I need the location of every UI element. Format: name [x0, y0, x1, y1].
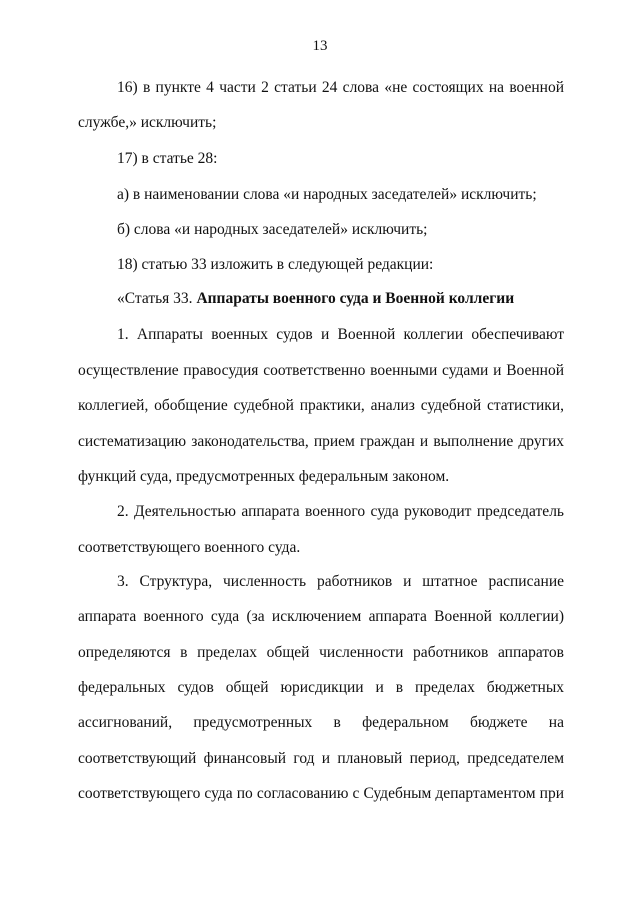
para-2-line-2: соответствующего военного суда.	[78, 539, 301, 556]
para-3-line-4: федеральных судов общей юрисдикции и в пределах бюджетных	[78, 679, 564, 696]
item-17-a: а) в наименовании слова «и народных заседателей» исключить;	[117, 186, 537, 203]
article-prefix: «Статья 33.	[117, 290, 197, 307]
para-1-line-3: коллегией, обобщение судебной практики, анализ судебной статистики,	[78, 397, 564, 414]
item-18: 18) статью 33 изложить в следующей редакции:	[117, 256, 434, 273]
article-heading	[117, 289, 514, 309]
item-16-line-2: службе,» исключить;	[78, 114, 217, 131]
para-1-line-1: 1. Аппараты военных судов и Военной коллегии обеспечивают	[117, 326, 564, 343]
para-3-line-5: ассигнований, предусмотренных в федеральном бюджете на	[78, 714, 564, 731]
para-1-line-5: функций суда, предусмотренных федеральным законом.	[78, 468, 450, 485]
para-3-line-7: соответствующего суда по согласованию с Судебным департаментом при	[78, 785, 564, 802]
page-number: 13	[312, 38, 328, 54]
item-16-line-1: 16) в пункте 4 части 2 статьи 24 слова «не состоящих на военной	[117, 79, 564, 96]
para-3-line-1: 3. Структура, численность работников и штатное расписание	[117, 573, 564, 590]
para-2-line-1: 2. Деятельностью аппарата военного суда руководит председатель	[117, 503, 564, 520]
para-3-line-3: определяются в пределах общей численности работников аппаратов	[78, 644, 564, 661]
para-1-line-2: осуществление правосудия соответственно военными судами и Военной	[78, 362, 564, 379]
para-3-line-6: соответствующий финансовый год и плановый период, председателем	[78, 750, 564, 767]
item-17-b: б) слова «и народных заседателей» исключить;	[117, 221, 428, 238]
article-title: Аппараты военного суда и Военной коллегии	[196, 290, 515, 307]
para-3-line-2: аппарата военного суда (за исключением аппарата Военной коллегии)	[78, 608, 564, 625]
item-17: 17) в статье 28:	[117, 150, 218, 167]
para-1-line-4: систематизацию законодательства, прием граждан и выполнение других	[78, 433, 564, 450]
